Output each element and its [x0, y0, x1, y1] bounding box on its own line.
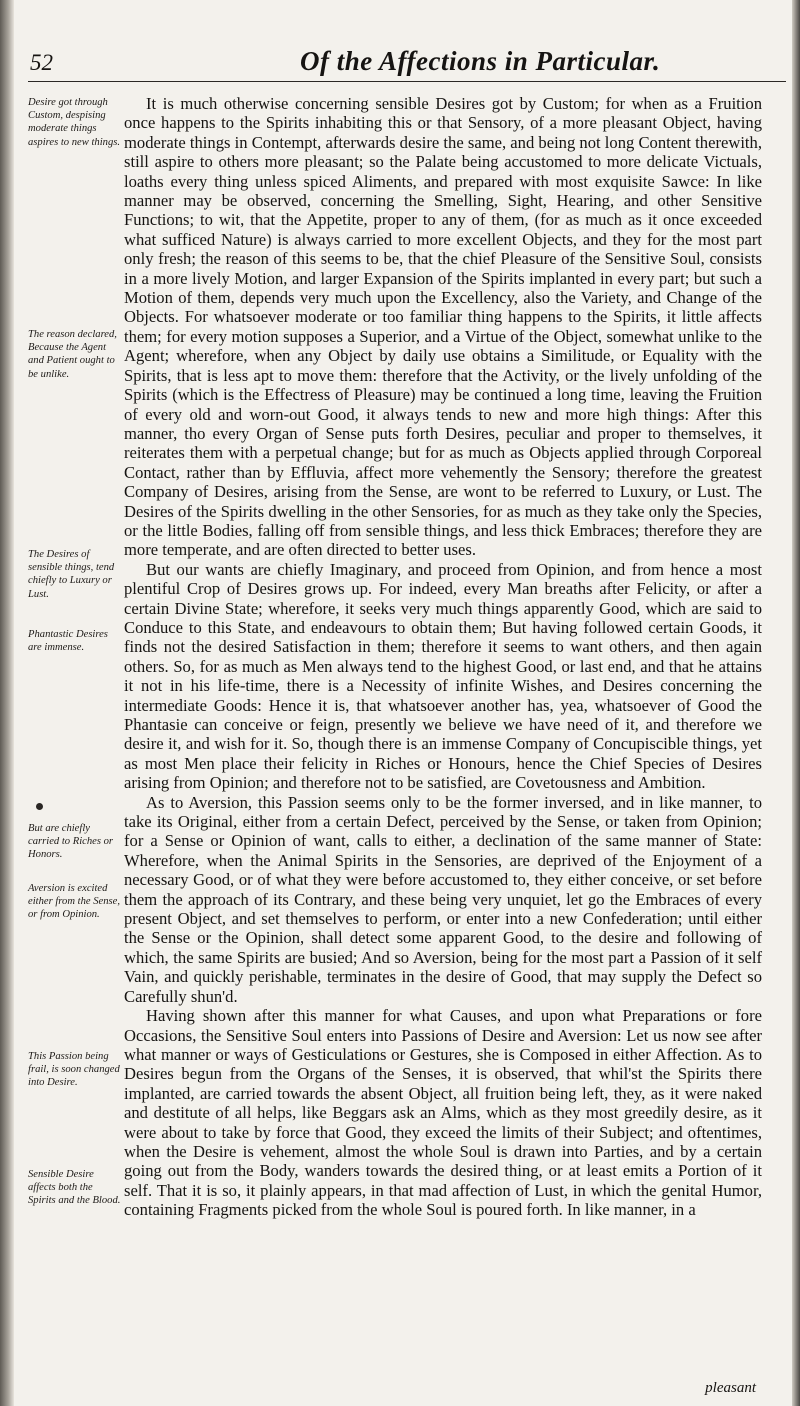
paragraph: As to Aversion, this Passion seems only to be the former inversed, and in like manner, to take its Original, either from a certain Defect, perceived by the Sense, or taken from Opinion; for a Sense or Opinion of want, calls to either, a declination of the same manner of State: Wherefore, when the Animal Spirits in the Sensories, are deprived of the Enjoyment of a necessary Good, or of what they were before accustomed to, they either conceive, or set before them the approach of its Contrary, and these being very unquiet, let go the Embraces of every present Object, and set themselves to perform, or enter into a new Confederation; until either the Sense or the Opinion, shall detect some apparent Good, to the desire and following of which, the same Spirits are busied; And so Aversion, being for the most part a Passion of it self Vain, and quickly perishable, terminates in the desire of Good, that may supply the Defect so Carefully shun'd. — [124, 792, 762, 1006]
page-number: 52 — [30, 50, 53, 75]
running-title: Of the Affections in Particular. — [300, 46, 661, 76]
margin-note: But are chiefly carried to Riches or Honors. — [28, 823, 114, 861]
paragraph: It is much otherwise concerning sensible Desires got by Custom; for when as a Fruition once happens to the Spirits inhabiting this or that Sensory, of a more pleasant Object, having moderate things in Contempt, afterwards desire the same, and being not long Content therewith, still aspire to others more pleasant; so the Palate being accustomed to more delicate Victuals, loaths every thing unless spiced Aliments, and prepared with most exquisite Sawce: In like manner may be observed, concerning the Smelling, Sight, Hearing, and other Sensitive Functions; to wit, that the Appetite, proper to any of them, (for as much as it once exceeded what sufficed Nature) is always carried to more excellent Objects, and they for the most part only fresh; the reason of this seems to be, that the chief Pleasure of the Sensitive Soul, consists in a more lively Motion, and larger Expansion of the Spirits implanted in every part; but such a Motion of them, depends very much upon the Excellency, also the Variety, and Change of the Objects. For whatsoever moderate or too familiar thing happens to the Spirits, it little affects them; for every motion supposes a Superior, and a Virtue of the Object, somewhat unlike to the Agent; wherefore, when any Object by daily use obtains a Similitude, or Equality with the Spirits, that is less apt to move them: therefore that the Activity, or the lively unfolding of the Spirits (which is the Effectress of Pleasure) may be continued a long time, leaving the Fruition of every old and worn-out Good, it always tends to new and more high things: After this manner, tho every Organ of Sense puts forth Desires, peculiar and proper to themselves, it reiterates them with a perpetual change; but for as much as Objects applied through Corporeal Contact, rather than by Effluvia, affect more vehemently the Sensory; therefore the greatest Company of Desires, arising from the Sense, are wont to be referred to Luxury, or Lust. The Desires of the Spirits dwelling in the other Sensories, for as much as they take only the Species, or the little Bodies, falling off from sensible things, and less thick Embraces; therefore they are more temperate, and are often directed to better uses. — [124, 94, 762, 560]
margin-note: Aversion is excited either from the Sense, or from Opinion. — [28, 883, 120, 921]
margin-note: Desire got through Custom, despising moderate things aspires to new things. — [28, 97, 121, 148]
paragraph: But our wants are chiefly Imaginary, and proceed from Opinion, and from hence a most plentiful Crop of Desires grows up. For indeed, every Man breaths after Felicity, or after a certain Divine State; wherefore, it seeks very much things apparently Good, which are said to Conduce to this State, and endeavours to obtain them; But having followed certain Goods, it finds not the desired Satisfaction in them; therefore it seems to want others, and then again others. So, for as much as Men always tend to the highest Good, or last end, and that he attains it not in his life-time, there is a Necessity of infinite Wishes, and Desires concerning the intermediate Goods: Hence it is, that whatsoever another has, yea, whatsoever of Good the Phantasie can conceive or feign, presently we believe we have need of it, and therefore we desire it, and wish for it. So, though there is an immense Company of Concupiscible things, yet as most Men place their felicity in Riches or Honours, hence the Chief Species of Desires arising from Opinion; and therefore not to be satisfied, are Covetousness and Ambition. — [124, 559, 762, 793]
margin-note: The Desires of sensible things, tend chiefly to Luxury or Lust. — [28, 549, 115, 600]
page-edge-shadow — [0, 0, 14, 1406]
margin-note: This Passion being frail, is soon changed into Desire. — [28, 1051, 120, 1089]
catchword: pleasant — [705, 1380, 756, 1396]
margin-note: Phantastic Desires are immense. — [28, 629, 108, 654]
margin-note: The reason declared, Because the Agent and Patient ought to be unlike. — [28, 329, 117, 380]
paragraph: Having shown after this manner for what Causes, and upon what Preparations or fore Occasions, the Sensitive Soul enters into Passions of Desire and Aversion: Let us now see after what manner or ways of Gesticulations or Gestures, she is Composed in either Affection. As to Desires begun from the Organs of the Senses, it is observed, that whil'st the Spirits there implanted, are carried towards the absent Object, all fruition being left, they, as it were naked and destitute of all helps, like Beggars ask an Alms, which as they most greedily desire, as it were about to take by force that Good, they exceed the limits of their Subject; and oftentimes, when the Desire is vehement, almost the whole Soul is drawn into Parties, and by a certain going out from the Body, wanders towards the desired thing, or at least emits a Portion of it self. That it is so, it plainly appears, in that mad affection of Lust, in which the genital Humor, containing Fragments picked from the whole Soul is poured forth. In like manner, in a — [124, 1006, 762, 1220]
body-text — [124, 94, 762, 1220]
margin-note: Sensible Desire affects both the Spirits and the Blood. — [28, 1169, 121, 1207]
page-edge-shadow-right — [792, 0, 800, 1406]
header-rule — [28, 81, 786, 82]
bullet-mark — [36, 803, 43, 810]
